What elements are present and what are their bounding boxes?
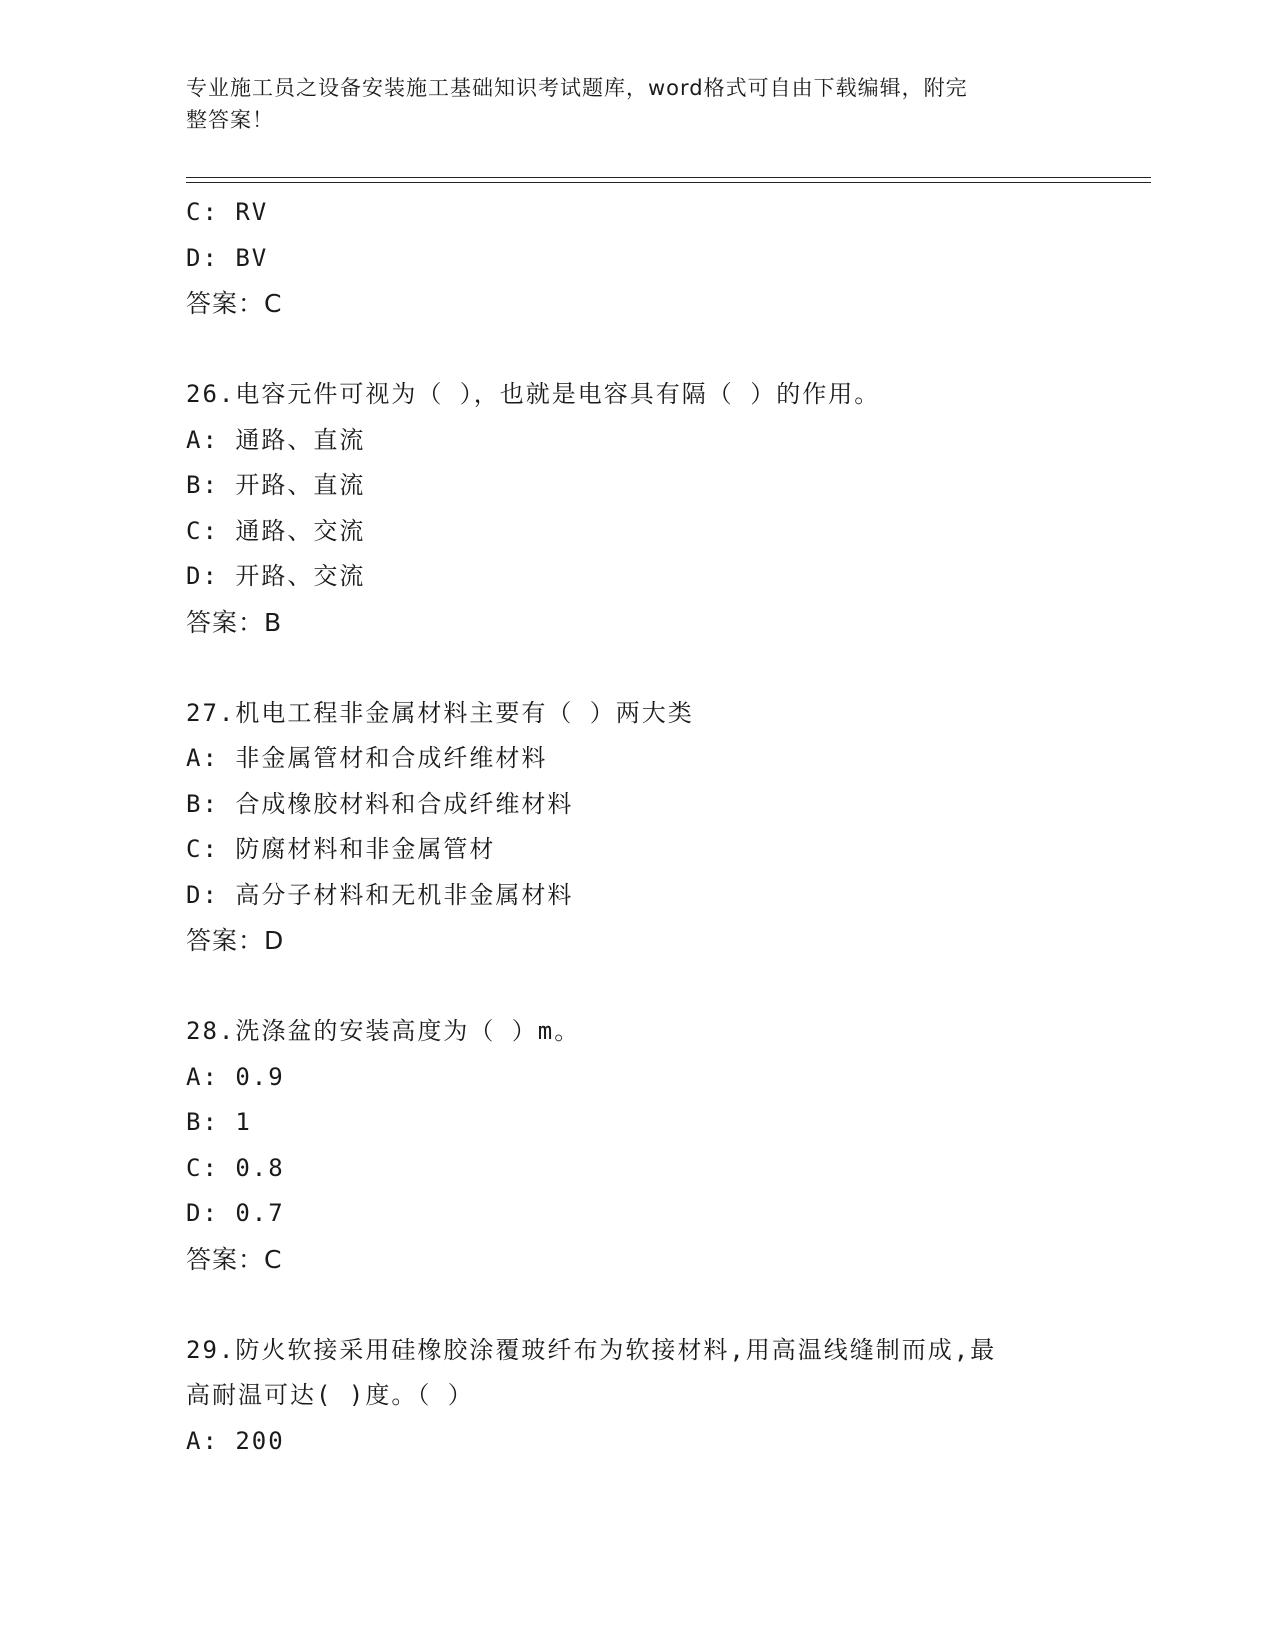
question-28 (186, 1009, 1136, 1282)
option-d: D: 0.7 (186, 1199, 285, 1227)
header-line-2: 整答案！ (186, 108, 274, 132)
question-text: 27.机电工程非金属材料主要有（ ）两大类 (186, 698, 694, 727)
option-c: C: 防腐材料和非金属管材 (186, 835, 496, 863)
document-header (186, 72, 1066, 136)
question-25 (186, 190, 1136, 327)
answer: 答案：C (186, 289, 283, 318)
question-26 (186, 372, 1136, 645)
question-text: 28.洗涤盆的安装高度为（ ）m。 (186, 1017, 581, 1045)
answer: 答案：C (186, 1244, 283, 1274)
option-a: A: 非金属管材和合成纤维材料 (186, 744, 548, 772)
option-a: A: 0.9 (186, 1062, 285, 1091)
option-b: B: 合成橡胶材料和合成纤维材料 (186, 789, 574, 818)
option-a: A: 通路、直流 (186, 425, 366, 454)
option-b: B: 1 (186, 1108, 252, 1136)
option-c: C: 通路、交流 (186, 516, 366, 545)
option-d: D: 开路、交流 (186, 562, 366, 590)
answer: 答案：B (186, 607, 283, 637)
option-b: B: 开路、直流 (186, 471, 366, 499)
question-29 (186, 1328, 1136, 1465)
question-list (186, 190, 1136, 1464)
question-text-line-2: 高耐温可达( )度。（ ） (186, 1381, 474, 1409)
answer: 答案：D (186, 926, 285, 955)
option-c: C: 0.8 (186, 1153, 285, 1182)
question-text: 26.电容元件可视为（ ），也就是电容具有隔（ ）的作用。 (186, 380, 881, 408)
question-text-line-1: 29.防火软接采用硅橡胶涂覆玻纤布为软接材料,用高温线缝制而成,最 (186, 1335, 997, 1364)
option-c: C: RV (186, 198, 269, 226)
header-divider-top (186, 177, 1151, 178)
spacer (186, 645, 1136, 691)
option-d: D: BV (186, 243, 269, 272)
header-divider-bottom (186, 182, 1151, 183)
spacer (186, 1282, 1136, 1328)
header-line-1: 专业施工员之设备安装施工基础知识考试题库，word格式可自由下载编辑，附完 (186, 76, 968, 100)
option-a: A: 200 (186, 1426, 285, 1455)
spacer (186, 964, 1136, 1010)
option-d: D: 高分子材料和无机非金属材料 (186, 880, 574, 909)
spacer (186, 327, 1136, 373)
question-27 (186, 691, 1136, 964)
